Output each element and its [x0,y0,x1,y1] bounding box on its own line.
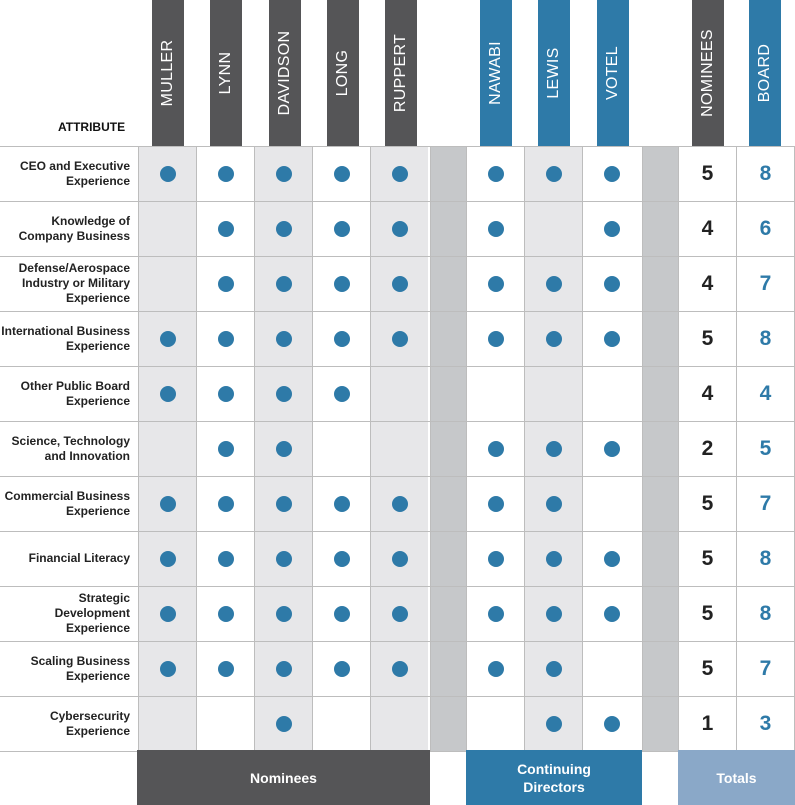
attribute-dot [546,276,562,292]
attribute-dot [218,606,234,622]
matrix-cell [313,366,370,421]
attribute-dot [604,606,620,622]
attribute-dot [334,276,350,292]
nominees-total: 5 [701,546,714,570]
column-header-long [327,0,359,146]
matrix-cell [525,366,582,421]
nominees-total: 1 [701,711,714,735]
attribute-dot [218,221,234,237]
column-header-board [749,0,781,146]
column-header-label: VOTEL [604,46,621,100]
matrix-cell [197,641,254,696]
attribute-label: Scaling Business Experience [30,653,130,683]
matrix-cell [525,476,582,531]
column-header-label: LONG [334,49,351,97]
attribute-label: Financial Literacy [28,551,130,565]
matrix-cell [139,641,196,696]
column-header-nominees [692,0,724,146]
attribute-dot [276,551,292,567]
matrix-cell [525,531,582,586]
attribute-dot [392,496,408,512]
attribute-dot [604,441,620,457]
matrix-cell [583,531,640,586]
matrix-cell [255,201,312,256]
attribute-dot [546,551,562,567]
attribute-dot [488,331,504,347]
matrix-cell [467,476,524,531]
column-header-davidson [269,0,301,146]
nominees-total: 5 [701,491,714,515]
attribute-dot [218,331,234,347]
matrix-cell [371,531,428,586]
attribute-dot [392,166,408,182]
row-divider [0,641,795,642]
column-divider [466,146,467,751]
attribute-dot [604,166,620,182]
matrix-cell [139,256,196,311]
footer-continuing-directors: Continuing Directors [466,750,642,805]
column-header-muller [152,0,184,146]
matrix-cell [371,586,428,641]
row-divider [0,146,795,147]
attribute-dot [160,331,176,347]
attribute-label: Commercial Business Experience [4,488,130,518]
matrix-cell [255,256,312,311]
row-divider [0,311,795,312]
column-header-label: NOMINEES [699,29,716,117]
column-divider [524,146,525,751]
attribute-label: Knowledge of Company Business [18,213,130,243]
matrix-cell [583,641,640,696]
attribute-dot [218,496,234,512]
attribute-dot [334,496,350,512]
board-total: 5 [759,436,772,460]
matrix-cell [583,696,640,751]
matrix-cell [313,146,370,201]
board-total: 8 [759,326,772,350]
matrix-cell [371,421,428,476]
column-divider [736,146,737,751]
column-header-label: LEWIS [545,47,562,99]
matrix-cell [467,641,524,696]
attribute-dot [160,661,176,677]
attribute-dot [546,606,562,622]
matrix-cell [255,311,312,366]
attribute-dot [218,441,234,457]
board-total: 7 [759,491,772,515]
attribute-label: Defense/Aerospace Industry or Military Experience [18,261,130,305]
nominees-total: 5 [701,161,714,185]
matrix-cell [255,586,312,641]
attribute-dot [546,661,562,677]
matrix-cell [255,476,312,531]
matrix-cell [197,146,254,201]
column-divider [370,146,371,751]
matrix-cell [467,696,524,751]
attribute-dot [392,221,408,237]
column-divider [678,146,679,751]
matrix-cell [139,146,196,201]
column-separator [430,146,466,751]
matrix-cell [313,311,370,366]
row-divider [0,476,795,477]
attribute-dot [276,496,292,512]
matrix-cell [583,146,640,201]
column-header-lewis [538,0,570,146]
matrix-cell [583,476,640,531]
row-divider [0,201,795,202]
footer-nominees: Nominees [137,750,430,805]
matrix-cell [197,696,254,751]
column-divider [254,146,255,751]
column-divider [138,146,139,751]
matrix-cell [467,146,524,201]
column-header-nawabi [480,0,512,146]
attribute-dot [334,386,350,402]
matrix-cell [197,421,254,476]
matrix-cell [313,586,370,641]
column-divider [430,146,431,751]
footer-totals: Totals [678,750,795,805]
attribute-dot [604,551,620,567]
matrix-cell [313,531,370,586]
matrix-cell [467,531,524,586]
matrix-cell [139,311,196,366]
matrix-cell [313,201,370,256]
matrix-cell [525,256,582,311]
column-divider [642,146,643,751]
matrix-cell [371,366,428,421]
attribute-dot [276,331,292,347]
matrix-cell [313,696,370,751]
attribute-dot [334,166,350,182]
matrix-cell [583,366,640,421]
matrix-cell [313,641,370,696]
attribute-dot [488,276,504,292]
matrix-cell [371,696,428,751]
column-header-label: NAWABI [487,41,504,105]
column-header-label: MULLER [159,39,176,107]
matrix-cell [313,256,370,311]
attribute-dot [488,551,504,567]
attribute-dot [160,386,176,402]
attribute-dot [334,661,350,677]
attribute-dot [334,606,350,622]
matrix-cell [467,421,524,476]
nominees-total: 4 [701,381,714,405]
matrix-cell [139,476,196,531]
column-separator [642,146,678,751]
column-divider [196,146,197,751]
attribute-dot [604,276,620,292]
matrix-cell [313,476,370,531]
matrix-cell [139,201,196,256]
column-header-label: DAVIDSON [276,30,293,116]
matrix-cell [583,256,640,311]
matrix-cell [371,256,428,311]
attribute-dot [488,606,504,622]
matrix-cell [525,641,582,696]
attribute-label: International Business Experience [1,323,130,353]
attribute-dot [276,166,292,182]
column-header-label: RUPPERT [392,33,409,113]
attribute-dot [160,551,176,567]
attribute-dot [488,221,504,237]
attribute-dot [276,606,292,622]
board-total: 8 [759,546,772,570]
attribute-dot [160,496,176,512]
matrix-cell [197,586,254,641]
matrix-cell [525,146,582,201]
matrix-cell [255,641,312,696]
matrix-cell [583,201,640,256]
matrix-cell [583,586,640,641]
attribute-dot [546,441,562,457]
attribute-dot [488,496,504,512]
board-total: 6 [759,216,772,240]
matrix-cell [197,476,254,531]
attribute-label: Other Public Board Experience [20,378,130,408]
matrix-cell [197,366,254,421]
board-total: 7 [759,656,772,680]
matrix-cell [139,696,196,751]
matrix-cell [371,476,428,531]
board-total: 4 [759,381,772,405]
matrix-cell [197,201,254,256]
attribute-label: CEO and Executive Experience [19,158,130,188]
matrix-cell [139,421,196,476]
attribute-dot [276,441,292,457]
attribute-dot [334,221,350,237]
matrix-cell [525,201,582,256]
matrix-cell [313,421,370,476]
board-total: 7 [759,271,772,295]
attribute-dot [218,661,234,677]
attribute-dot [392,661,408,677]
matrix-cell [197,531,254,586]
matrix-cell [525,586,582,641]
attribute-dot [276,716,292,732]
attribute-dot [392,276,408,292]
nominees-total: 2 [701,436,714,460]
matrix-cell [525,421,582,476]
row-divider [0,256,795,257]
matrix-cell [197,256,254,311]
column-header-lynn [210,0,242,146]
row-divider [0,586,795,587]
attribute-dot [604,716,620,732]
matrix-cell [371,311,428,366]
matrix-cell [255,531,312,586]
matrix-cell [255,146,312,201]
attribute-dot [218,551,234,567]
attribute-dot [334,331,350,347]
nominees-total: 5 [701,326,714,350]
attribute-dot [160,166,176,182]
matrix-cell [467,311,524,366]
board-total: 3 [759,711,772,735]
matrix-cell [467,586,524,641]
attribute-dot [546,166,562,182]
board-total: 8 [759,601,772,625]
attribute-dot [276,276,292,292]
matrix-cell [467,256,524,311]
board-total: 8 [759,161,772,185]
attribute-dot [392,606,408,622]
matrix-cell [139,531,196,586]
attribute-dot [334,551,350,567]
attribute-dot [276,221,292,237]
attribute-dot [218,276,234,292]
nominees-total: 5 [701,601,714,625]
nominees-total: 4 [701,216,714,240]
matrix-cell [139,366,196,421]
column-header-ruppert [385,0,417,146]
attribute-dot [392,551,408,567]
matrix-cell [467,366,524,421]
matrix-cell [525,696,582,751]
attribute-dot [160,606,176,622]
attribute-dot [604,221,620,237]
attribute-dot [276,386,292,402]
matrix-cell [371,146,428,201]
nominees-total: 4 [701,271,714,295]
matrix-cell [255,696,312,751]
nominees-total: 5 [701,656,714,680]
matrix-cell [467,201,524,256]
column-divider [582,146,583,751]
attribute-label: Strategic Development Experience [54,591,130,635]
matrix-cell [197,311,254,366]
attribute-dot [392,331,408,347]
matrix-cell [139,586,196,641]
attribute-dot [604,331,620,347]
matrix-cell [255,421,312,476]
column-header-votel [597,0,629,146]
matrix-cell [371,201,428,256]
attribute-label: Cybersecurity Experience [49,708,130,738]
attribute-dot [488,441,504,457]
attribute-dot [546,716,562,732]
row-divider [0,696,795,697]
attribute-dot [546,331,562,347]
column-header-label: LYNN [217,51,234,95]
attribute-dot [276,661,292,677]
attribute-dot [218,386,234,402]
column-divider [312,146,313,751]
row-divider [0,531,795,532]
attribute-dot [488,166,504,182]
matrix-cell [255,366,312,421]
matrix-cell [583,311,640,366]
attribute-dot [488,661,504,677]
attribute-header: ATTRIBUTE [58,120,126,134]
row-divider [0,366,795,367]
matrix-cell [371,641,428,696]
row-divider [0,421,795,422]
attribute-dot [546,496,562,512]
matrix-cell [525,311,582,366]
matrix-cell [583,421,640,476]
attribute-dot [218,166,234,182]
column-header-label: BOARD [756,43,773,103]
attribute-label: Science, Technology and Innovation [11,433,130,463]
